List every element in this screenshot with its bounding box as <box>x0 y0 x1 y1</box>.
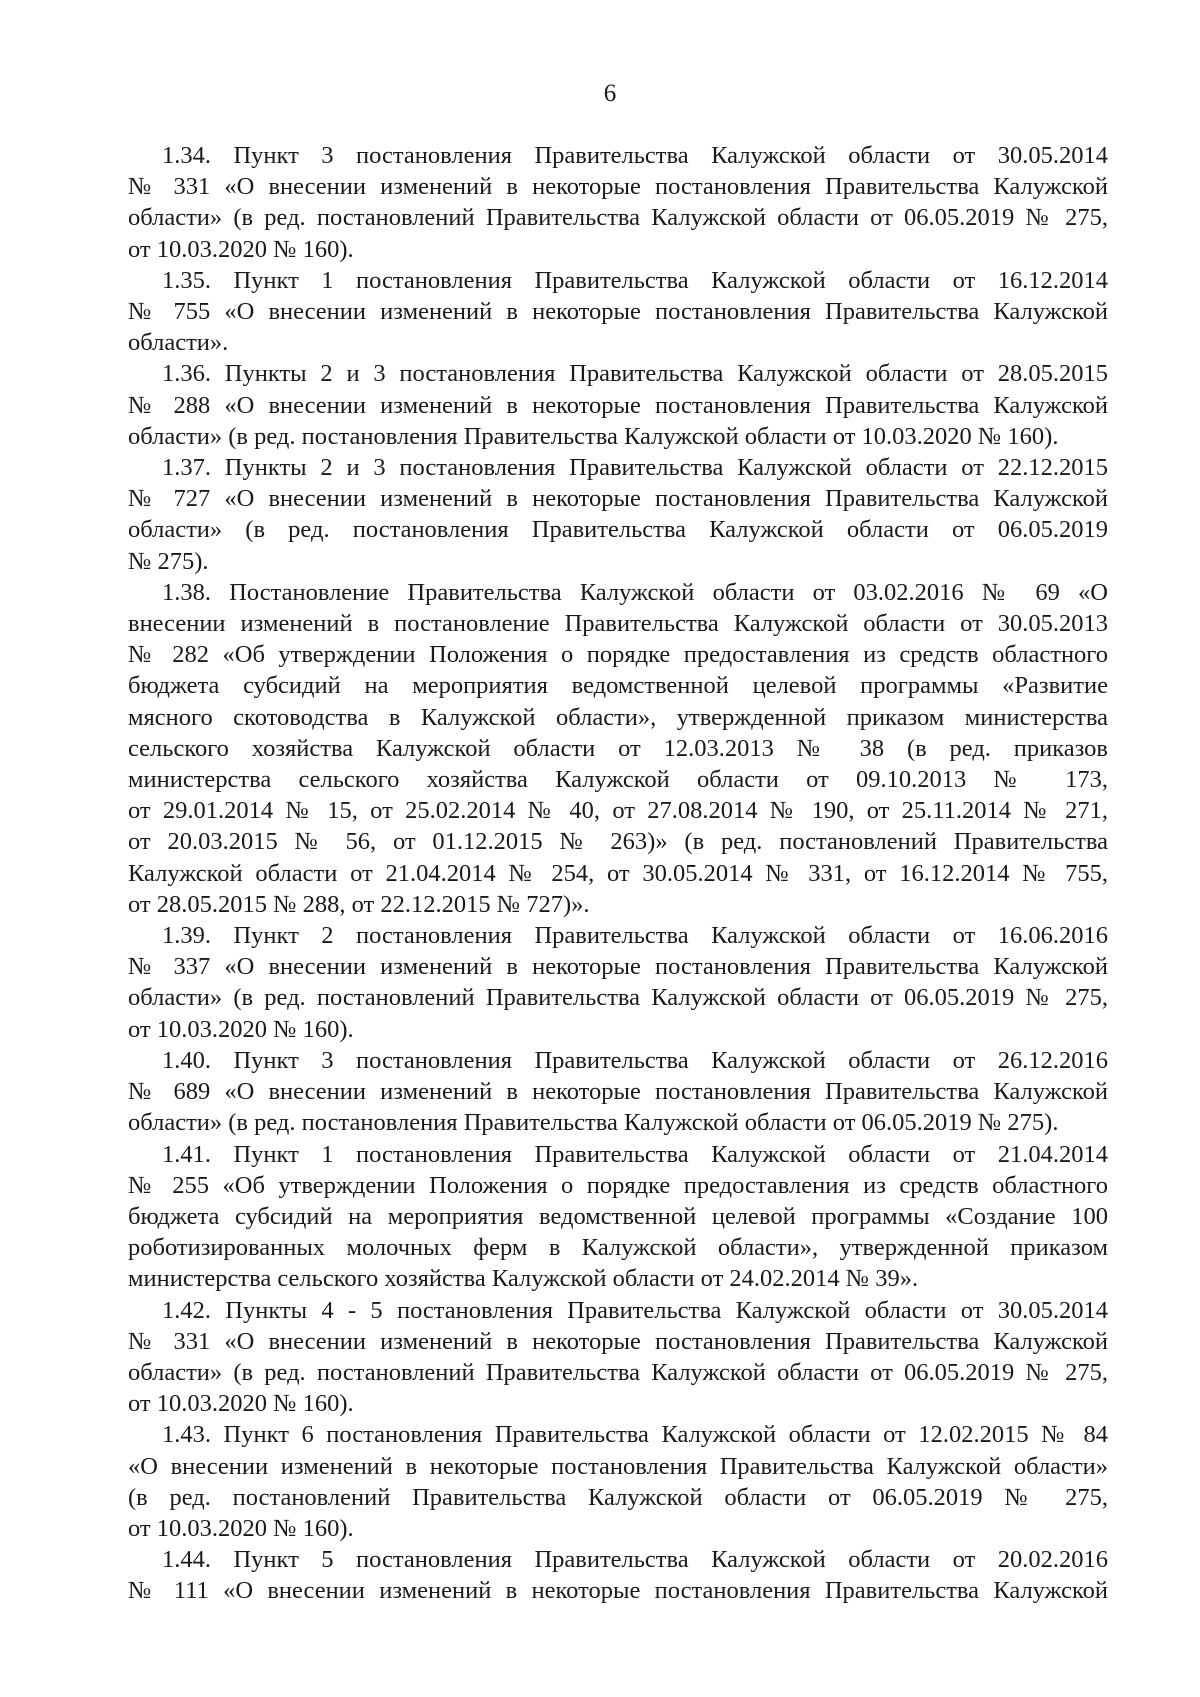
paragraph-line: от 20.03.2015 № 56, от 01.12.2015 № 263)» (в ред. постановлений Правительства <box>128 828 1108 856</box>
paragraph-line: 1.41. Пункт 1 постановления Правительства Калужской области от 21.04.2014 <box>162 1140 1108 1168</box>
paragraph-line: № 689 «О внесении изменений в некоторые постановления Правительства Калужской <box>128 1078 1108 1106</box>
paragraph-line: 1.37. Пункты 2 и 3 постановления Правительства Калужской области от 22.12.2015 <box>162 454 1108 482</box>
paragraph-line: области» (в ред. постановления Правительства Калужской области от 06.05.2019 <box>128 516 1108 544</box>
paragraph-line: 1.43. Пункт 6 постановления Правительства Калужской области от 12.02.2015 № 84 <box>162 1421 1108 1449</box>
paragraph-line: № 288 «О внесении изменений в некоторые постановления Правительства Калужской <box>128 391 1108 419</box>
paragraph-line: внесении изменений в постановление Правительства Калужской области от 30.05.2013 <box>128 610 1108 638</box>
paragraph-line: № 255 «Об утверждении Положения о порядке предоставления из средств областного <box>128 1171 1108 1199</box>
paragraph-item <box>128 1045 1108 1139</box>
paragraph-line: № 331 «О внесении изменений в некоторые постановления Правительства Калужской <box>128 173 1108 201</box>
paragraph-line: 1.36. Пункты 2 и 3 постановления Правительства Калужской области от 28.05.2015 <box>162 360 1108 388</box>
paragraph-line: 1.40. Пункт 3 постановления Правительства Калужской области от 26.12.2016 <box>162 1046 1108 1074</box>
paragraph-item <box>128 577 1108 920</box>
paragraph-line: бюджета субсидий на мероприятия ведомственной целевой программы «Развитие <box>128 672 1108 700</box>
paragraph-line: (в ред. постановлений Правительства Калужской области от 06.05.2019 № 275, <box>128 1483 1108 1511</box>
paragraph-item <box>128 265 1108 359</box>
paragraph-line: № 727 «О внесении изменений в некоторые постановления Правительства Калужской <box>128 485 1108 513</box>
paragraph-line: области» (в ред. постановлений Правительства Калужской области от 06.05.2019 № 275, <box>128 984 1108 1012</box>
paragraph-line: Калужской области от 21.04.2014 № 254, от 30.05.2014 № 331, от 16.12.2014 № 755, <box>128 859 1108 887</box>
paragraph-item <box>128 1139 1108 1295</box>
paragraph-line: области» (в ред. постановлений Правительства Калужской области от 06.05.2019 № 275, <box>128 1358 1108 1386</box>
paragraph-item <box>128 358 1108 452</box>
paragraph-line: № 755 «О внесении изменений в некоторые постановления Правительства Калужской <box>128 298 1108 326</box>
paragraph-line: № 111 «О внесении изменений в некоторые постановления Правительства Калужской <box>128 1577 1108 1605</box>
paragraph-line: от 29.01.2014 № 15, от 25.02.2014 № 40, от 27.08.2014 № 190, от 25.11.2014 № 271, <box>128 797 1108 825</box>
paragraph-line: от 10.03.2020 № 160). <box>128 1015 354 1043</box>
paragraph-line: министерства сельского хозяйства Калужской области от 09.10.2013 № 173, <box>128 766 1108 794</box>
paragraph-line: № 331 «О внесении изменений в некоторые постановления Правительства Калужской <box>128 1327 1108 1355</box>
paragraph-line: № 275). <box>128 547 209 575</box>
paragraph-item <box>128 1295 1108 1420</box>
paragraph-line: мясного скотоводства в Калужской области», утвержденной приказом министерства <box>128 703 1108 731</box>
paragraph-line: 1.42. Пункты 4 - 5 постановления Правительства Калужской области от 30.05.2014 <box>162 1296 1108 1324</box>
paragraph-item <box>128 452 1108 577</box>
paragraph-item <box>128 920 1108 1045</box>
paragraph-item <box>128 1419 1108 1544</box>
paragraph-line: от 10.03.2020 № 160). <box>128 1390 354 1418</box>
paragraph-item <box>128 1544 1108 1606</box>
paragraph-line: от 10.03.2020 № 160). <box>128 235 354 263</box>
paragraph-line: области» (в ред. постановления Правительства Калужской области от 06.05.2019 № 275). <box>128 1109 1059 1137</box>
paragraph-line: министерства сельского хозяйства Калужской области от 24.02.2014 № 39». <box>128 1265 919 1293</box>
paragraph-item <box>128 140 1108 265</box>
paragraph-line: бюджета субсидий на мероприятия ведомственной целевой программы «Создание 100 <box>128 1202 1108 1230</box>
paragraph-line: от 10.03.2020 № 160). <box>128 1514 354 1542</box>
paragraph-line: сельского хозяйства Калужской области от 12.03.2013 № 38 (в ред. приказов <box>128 734 1108 762</box>
paragraph-line: 1.34. Пункт 3 постановления Правительства Калужской области от 30.05.2014 <box>162 142 1108 169</box>
paragraph-line: области» (в ред. постановлений Правительства Калужской области от 06.05.2019 № 275, <box>128 204 1108 232</box>
paragraph-line: № 282 «Об утверждении Положения о порядке предоставления из средств областного <box>128 641 1108 669</box>
paragraph-line: от 28.05.2015 № 288, от 22.12.2015 № 727)». <box>128 890 590 918</box>
paragraph-line: 1.44. Пункт 5 постановления Правительства Калужской области от 20.02.2016 <box>162 1546 1108 1574</box>
paragraph-line: роботизированных молочных ферм в Калужской области», утвержденной приказом <box>128 1234 1108 1262</box>
paragraph-line: № 337 «О внесении изменений в некоторые постановления Правительства Калужской <box>128 953 1108 981</box>
page-number: 6 <box>603 80 617 107</box>
paragraph-line: 1.38. Постановление Правительства Калужской области от 03.02.2016 № 69 «О <box>162 578 1108 606</box>
document-body <box>128 140 1108 1607</box>
paragraph-line: области». <box>128 329 229 357</box>
paragraph-line: 1.35. Пункт 1 постановления Правительства Калужской области от 16.12.2014 <box>162 266 1108 294</box>
paragraph-line: 1.39. Пункт 2 постановления Правительства Калужской области от 16.06.2016 <box>162 922 1108 950</box>
paragraph-line: области» (в ред. постановления Правительства Калужской области от 10.03.2020 № 160). <box>128 422 1059 450</box>
paragraph-line: «О внесении изменений в некоторые постановления Правительства Калужской области» <box>128 1452 1108 1480</box>
